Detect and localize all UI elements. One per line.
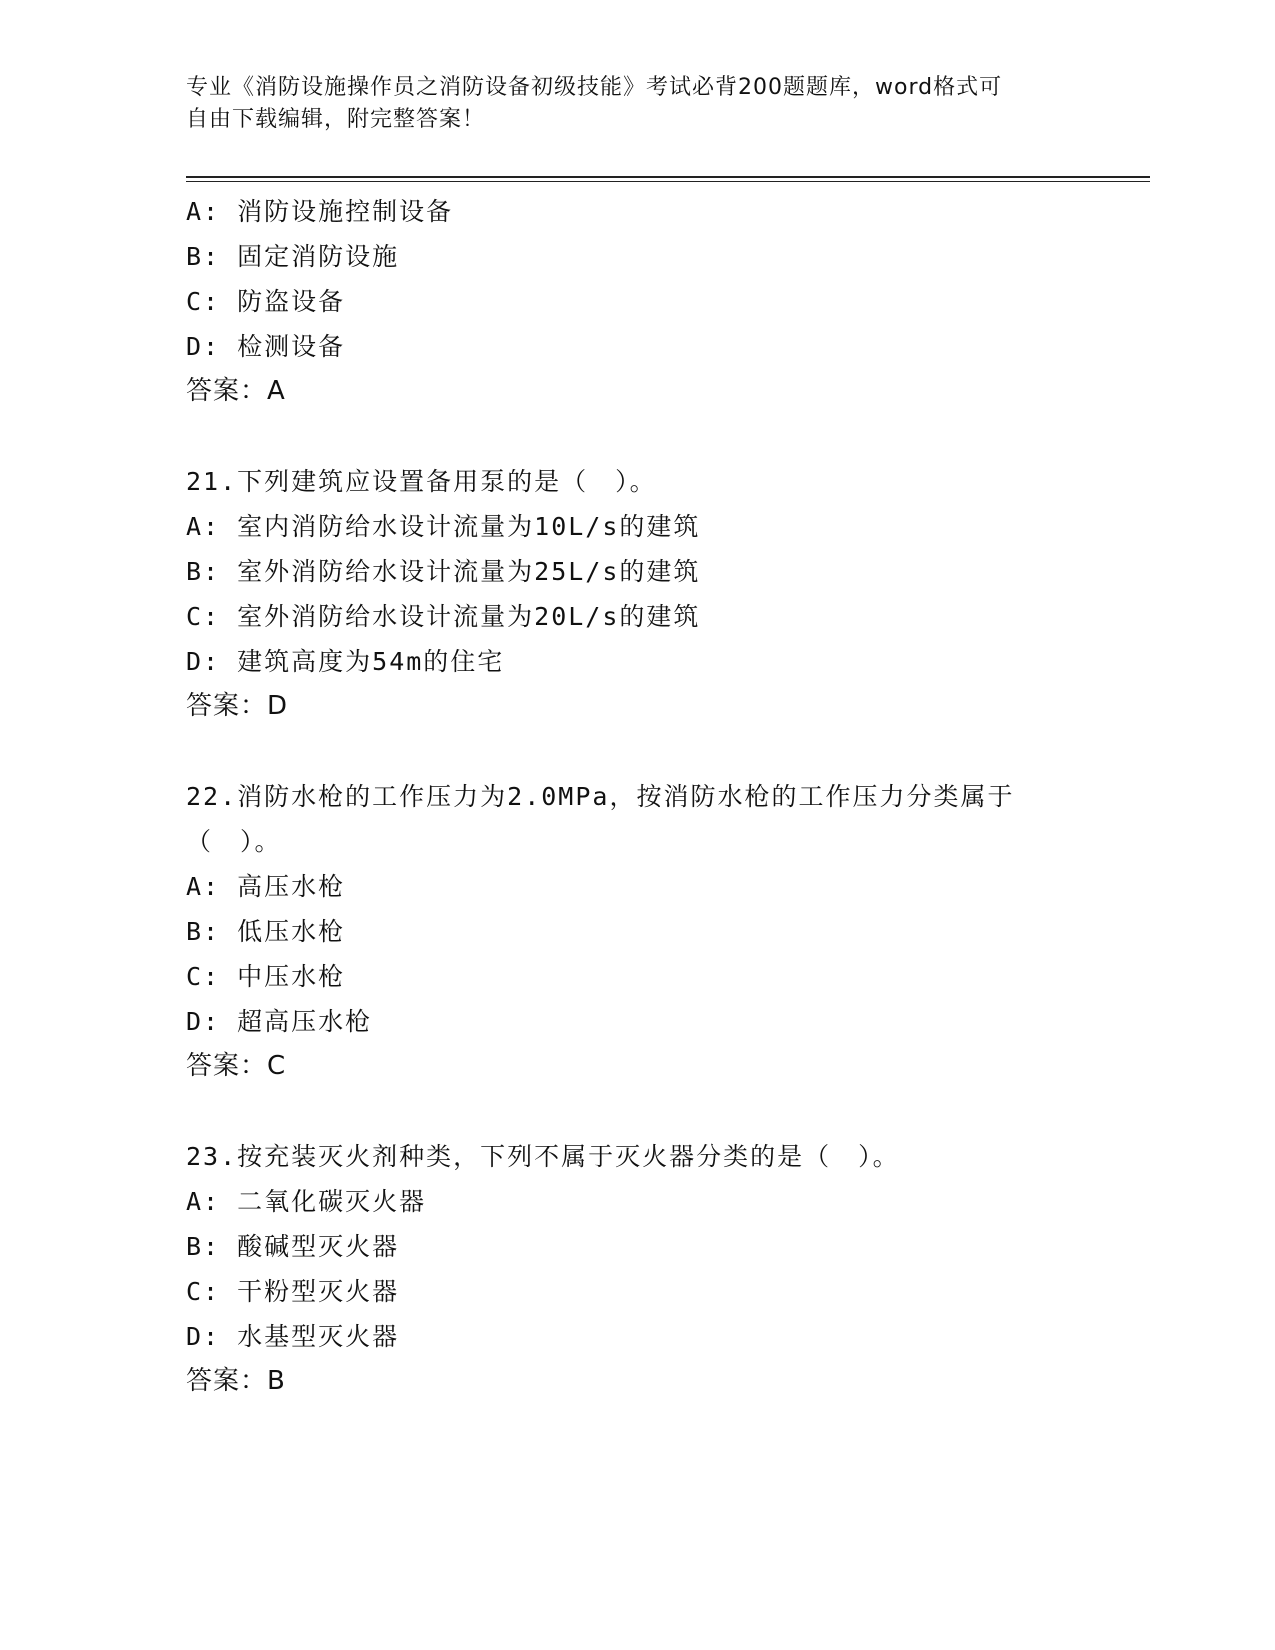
- option-b: B: 室外消防给水设计流量为25L/s的建筑: [186, 557, 701, 586]
- question-21: [186, 459, 1106, 729]
- header-line-2: 自由下载编辑，附完整答案！: [186, 107, 486, 132]
- question-stem: 21.下列建筑应设置备用泵的是（ ）。: [186, 467, 657, 496]
- option-b: B: 固定消防设施: [186, 242, 400, 271]
- answer: 答案：B: [186, 1366, 286, 1396]
- option-c: C: 中压水枪: [186, 962, 346, 991]
- option-d: D: 超高压水枪: [186, 1007, 373, 1036]
- question-stem: 23.按充装灭火剂种类，下列不属于灭火器分类的是（ ）。: [186, 1142, 900, 1171]
- document-header: [186, 72, 1066, 136]
- header-divider-thick: [186, 176, 1150, 178]
- option-a: A: 室内消防给水设计流量为10L/s的建筑: [186, 512, 701, 541]
- option-a: A: 消防设施控制设备: [186, 197, 454, 226]
- option-b: B: 低压水枪: [186, 917, 346, 946]
- question-20-tail: [186, 189, 1106, 414]
- answer: 答案：D: [186, 691, 289, 721]
- answer: 答案：A: [186, 376, 286, 406]
- option-c: C: 室外消防给水设计流量为20L/s的建筑: [186, 602, 701, 631]
- option-c: C: 干粉型灭火器: [186, 1277, 400, 1306]
- question-stem: 22.消防水枪的工作压力为2.0MPa，按消防水枪的工作压力分类属于（ ）。: [186, 782, 1015, 856]
- question-22: [186, 774, 1106, 1089]
- header-line-1: 专业《消防设施操作员之消防设备初级技能》考试必背200题题库，word格式可: [186, 75, 1003, 100]
- option-a: A: 高压水枪: [186, 872, 346, 901]
- answer: 答案：C: [186, 1051, 287, 1081]
- question-23: [186, 1134, 1106, 1404]
- option-c: C: 防盗设备: [186, 287, 346, 316]
- option-d: D: 建筑高度为54m的住宅: [186, 647, 505, 676]
- option-a: A: 二氧化碳灭火器: [186, 1187, 427, 1216]
- question-list: [186, 189, 1106, 1404]
- option-d: D: 水基型灭火器: [186, 1322, 400, 1351]
- option-d: D: 检测设备: [186, 332, 346, 361]
- header-divider-thin: [186, 181, 1150, 182]
- option-b: B: 酸碱型灭火器: [186, 1232, 400, 1261]
